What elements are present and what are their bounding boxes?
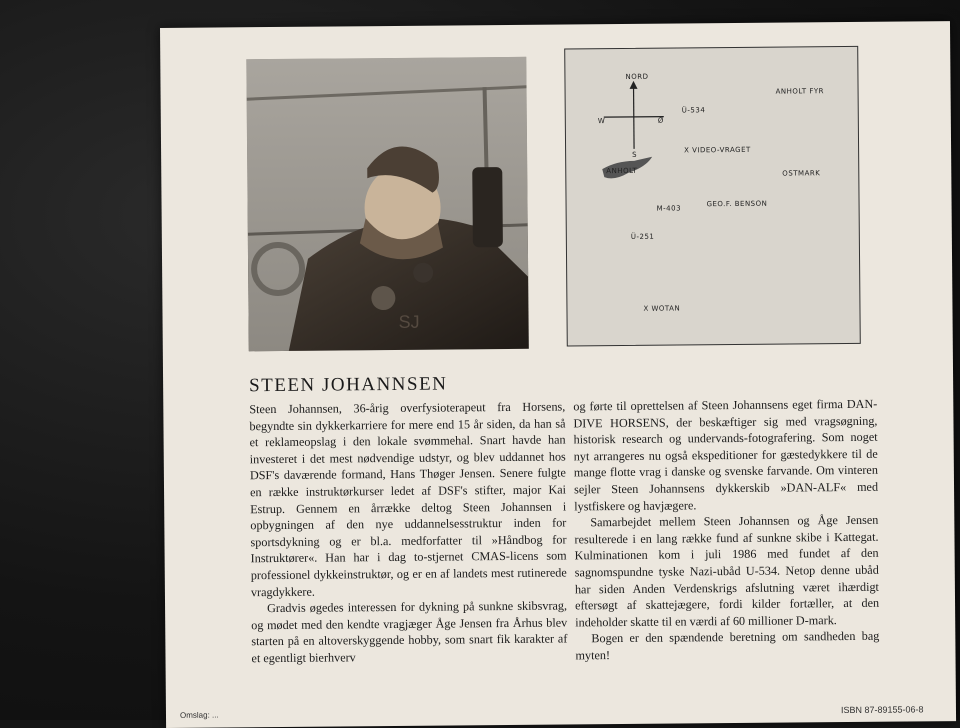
- bio-column-left: [249, 398, 567, 666]
- wreck-video-vraget: X VIDEO-VRAGET: [684, 145, 751, 155]
- anholt-fyr: ANHOLT FYR: [775, 87, 825, 96]
- author-heading: STEEN JOHANNSEN: [249, 373, 448, 397]
- wreck-map: [564, 46, 861, 347]
- wreck-ostmark: OSTMARK: [782, 169, 821, 178]
- cover-credit: Omslag: ...: [179, 710, 219, 720]
- diver-portrait-photo: [246, 57, 529, 351]
- wreck-u251: Ü-251: [630, 232, 655, 241]
- diver-portrait-illustration: [246, 57, 529, 351]
- bio-paragraph: Gradvis øgedes interessen for dykning på sunkne skibsvrag, og mødet med den kendte vragjæger Åge Jensen fra Århus blev starten på en altoverskyggende hobby, som snart fik karakter af et egentligt bierhverv: [251, 598, 568, 666]
- compass-south: S: [632, 150, 638, 159]
- bio-paragraph: Bogen er den spændende beretning om sandheden bag myten!: [575, 629, 880, 663]
- isbn-number: ISBN 87-89155-06-8: [840, 704, 924, 716]
- bio-paragraph: Steen Johannsen, 36-årig overfysioterapeut fra Horsens, begyndte sin dykkerkarriere for mere end 15 år siden, da han så et reklameopslag i den lokale svømmehal. Snart havde han investeret i det mest nødvendige udstyr, og blev uddannet hos DSF's daværende formand, Hans Thøger Jensen. Senere fulgte en række instruktørkurser ledet af DSF's stifter, major Kai Estrup. Gennem en årrække deltog Steen Johannsen i opbygningen af den nye uddannelsesstruktur inden for sportsdykning og er bl.a. medforfatter til »Håndbog for Instruktører«. Han har i dag to-stjernet CMAS-licens som professionel dykkeinstruktør, og er en af landets mest rutinerede vragdykkere.: [249, 399, 567, 599]
- suit-initials: SJ: [398, 311, 420, 332]
- compass-north: NORD: [625, 72, 649, 81]
- bio-column-right: [573, 396, 879, 664]
- bio-paragraph: Samarbejdet mellem Steen Johannsen og Åge Jensen resulterede i en lang række fund af sunkne skibe i Kattegat. Kulminationen kom i juli 1986 med fundet af den sagnomspundne tyske Nazi-ubåd U-534. Netop denne ubåd har siden Anden Verdenskrigs afslutning været ihærdigt eftersøgt af skattejægere, fordi kilder fortæller, at den indeholder skatte til en værdi af 60 millioner D-mark.: [574, 512, 880, 630]
- wreck-wotan: X WOTAN: [643, 304, 681, 313]
- compass-west: W: [597, 117, 606, 126]
- wreck-geo-f-benson: GEO.F. BENSON: [706, 199, 768, 209]
- wreck-m403: M-403: [656, 204, 682, 213]
- wreck-map-drawing: [565, 47, 860, 346]
- compass-east: Ø: [657, 116, 664, 125]
- book-back-cover: [160, 21, 956, 728]
- bio-paragraph: og førte til oprettelsen af Steen Johannsens eget firma DAN-DIVE HORSENS, der beskæftiger sig med vragsøgning, historisk research og undervands-fotografering. Som noget nyt arrangeres nu også ekspeditioner for gæstedykkere til de mange flotte vrag i danske og svenske farvande. Om vinteren sejler Steen Johannsens dykkerskib »DAN-ALF« med lystfiskere og havjægere.: [573, 396, 879, 513]
- wreck-u534: Ü-534: [681, 106, 706, 115]
- island-anholt: ANHOLT: [606, 166, 638, 176]
